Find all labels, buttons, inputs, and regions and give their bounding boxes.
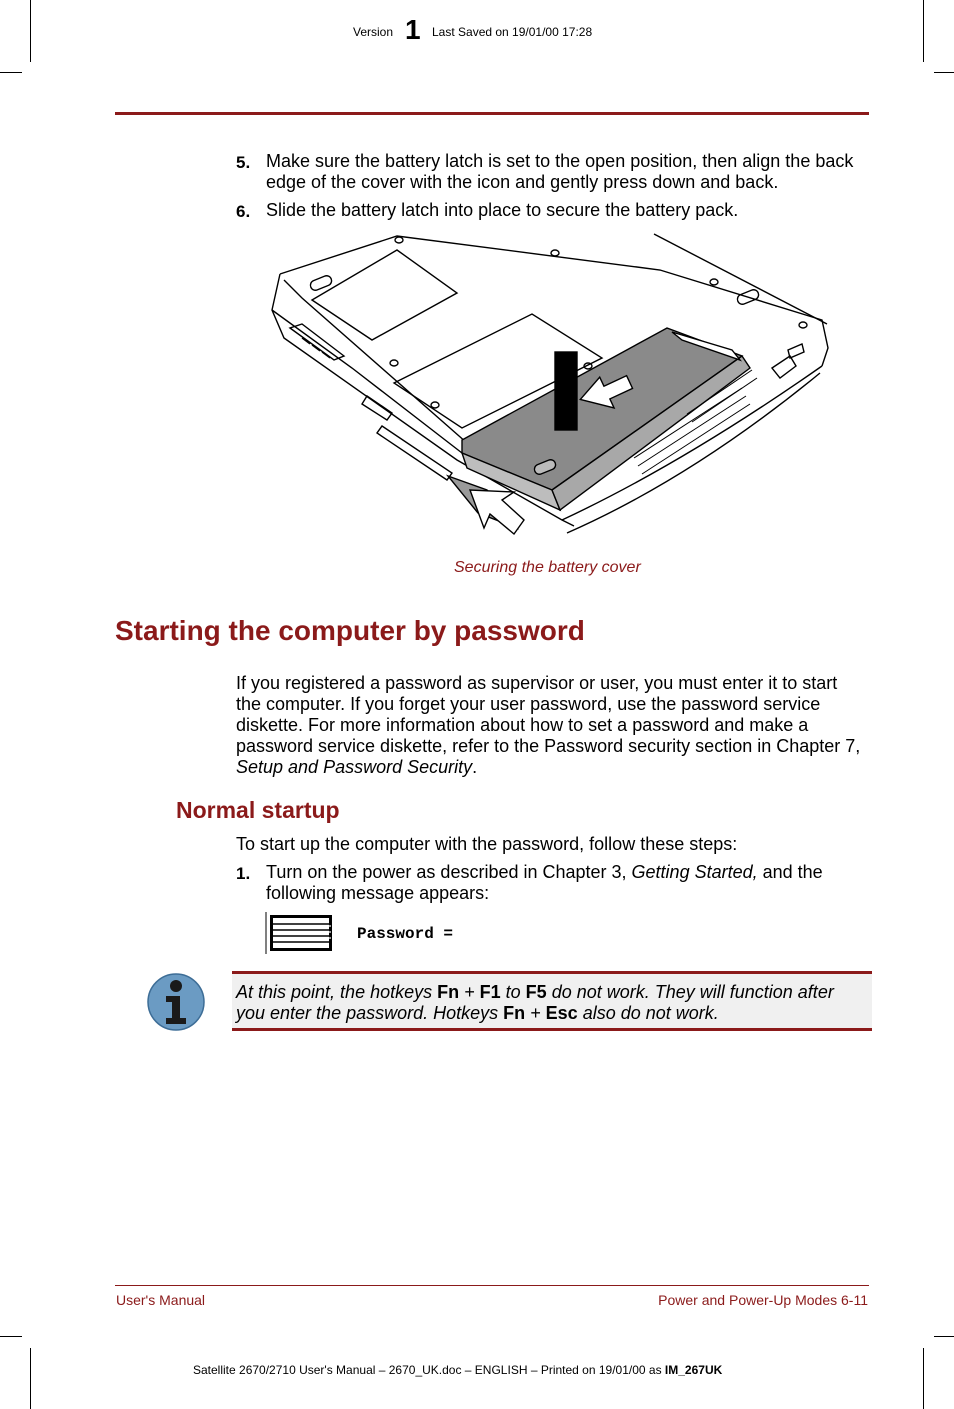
section-intro xyxy=(236,673,861,778)
battery-cover-illustration xyxy=(262,228,842,558)
crop-mark xyxy=(923,1348,924,1409)
step-text xyxy=(266,862,866,904)
header-rule xyxy=(115,112,869,115)
crop-mark xyxy=(30,1348,31,1409)
intro-end: . xyxy=(472,757,478,777)
chapter-reference: Setup and Password Security xyxy=(236,757,473,777)
crop-mark xyxy=(934,72,954,73)
version-number: 1 xyxy=(405,14,421,45)
footer-left: User's Manual xyxy=(116,1292,206,1308)
info-icon xyxy=(146,972,206,1032)
note-text: At this point, the hotkeys Fn + F1 to F5 do not work. They will function after you enter the password. Hotkeys Fn + Esc also do not work. xyxy=(236,982,834,1023)
footer-rule xyxy=(115,1285,869,1286)
subsection-title: Normal startup xyxy=(176,797,340,823)
crop-mark xyxy=(923,0,924,62)
crop-mark xyxy=(0,1336,22,1337)
section-title: Starting the computer by password xyxy=(115,615,585,646)
figure-caption: Securing the battery cover xyxy=(454,559,641,576)
print-info-text: Satellite 2670/2710 User's Manual – 2670_UK.doc – ENGLISH – Printed on 19/01/00 as xyxy=(193,1363,665,1377)
subsection-lead: To start up the computer with the password, follow these steps: xyxy=(236,834,738,854)
step-text: Slide the battery latch into place to secure the battery pack. xyxy=(266,200,739,220)
screen-icon xyxy=(265,912,335,954)
crop-mark xyxy=(30,0,31,62)
note-box xyxy=(232,971,872,1031)
crop-mark xyxy=(934,1336,954,1337)
version-label: Version xyxy=(353,25,394,39)
key-fn: Fn xyxy=(503,1003,526,1023)
chapter-reference: Getting Started, xyxy=(631,862,758,882)
print-info xyxy=(193,1363,722,1377)
key-esc: Esc xyxy=(545,1003,578,1023)
key-f5: F5 xyxy=(525,982,547,1002)
step1-text: Turn on the power as described in Chapter 3, xyxy=(266,862,632,882)
step-number: 6. xyxy=(236,202,251,221)
step-number: 5. xyxy=(236,153,251,172)
step1-text-end: and the following message appears: xyxy=(266,862,823,903)
footer-right: Power and Power-Up Modes 6-11 xyxy=(658,1292,868,1308)
password-prompt: Password = xyxy=(357,925,454,943)
print-info-code: IM_267UK xyxy=(664,1363,723,1377)
crop-mark xyxy=(0,72,22,73)
step-number: 1. xyxy=(236,864,251,883)
last-saved: Last Saved on 19/01/00 17:28 xyxy=(432,25,593,39)
key-fn: Fn xyxy=(437,982,460,1002)
key-f1: F1 xyxy=(479,982,501,1002)
intro-text: If you registered a password as supervisor or user, you must enter it to start the computer. If you forget your user password, use the password service diskette. For more information about how to set a password and make a password service diskette, refer to the Password security section in Chapter 7, xyxy=(236,673,861,756)
step-text: Make sure the battery latch is set to the open position, then align the back edge of the cover with the icon and gently press down and back. xyxy=(266,151,854,192)
